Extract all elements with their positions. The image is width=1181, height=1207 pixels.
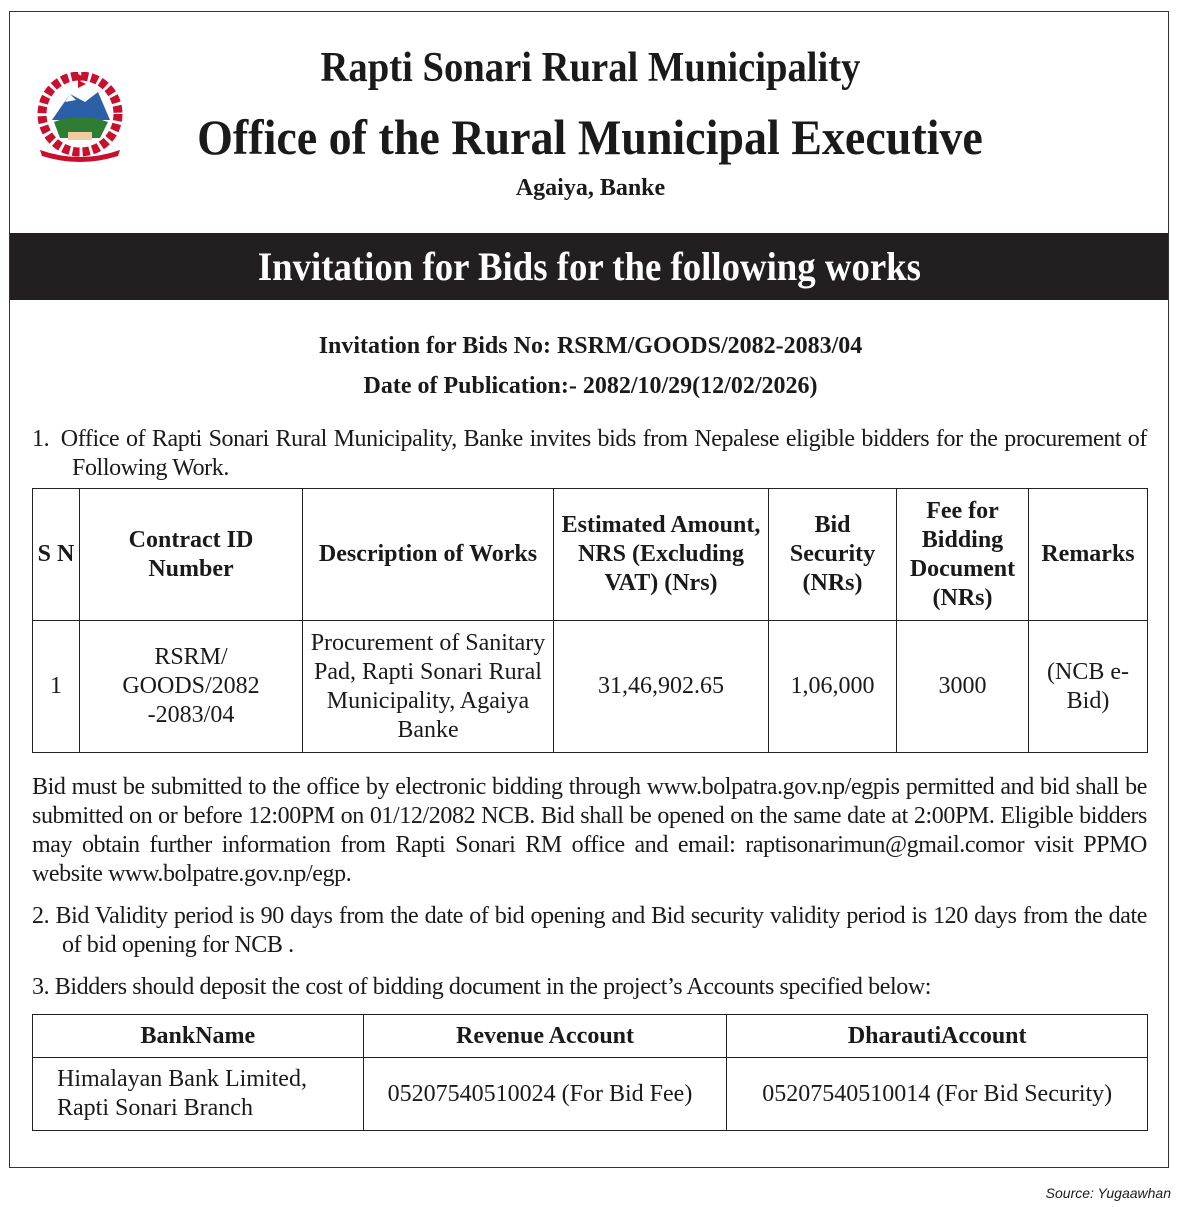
cell-remarks: (NCB e-Bid) [1029, 621, 1148, 753]
col-sn: S N [33, 489, 80, 621]
cell-bid-security: 1,06,000 [769, 621, 897, 753]
cell-sn: 1 [33, 621, 80, 753]
para-3: 3. Bidders should deposit the cost of bidding document in the project’s Accounts specified below: [32, 974, 932, 1000]
col-bid-security: Bid Security (NRs) [769, 489, 897, 621]
cell-fee: 3000 [897, 621, 1029, 753]
table-row [33, 621, 1148, 753]
bank-header-row [33, 1015, 1148, 1058]
cell-bank-name: Himalayan Bank Limited, Rapti Sonari Branch [33, 1058, 364, 1131]
col-dharauti-account: DharautiAccount [727, 1015, 1148, 1058]
works-header-row [33, 489, 1148, 621]
col-remarks: Remarks [1029, 489, 1148, 621]
para-1: 1. Office of Rapti Sonari Rural Municipality, Banke invites bids from Nepalese eligible bidders for the procurement of Following Work. [32, 426, 1147, 481]
works-table [32, 488, 1148, 753]
col-estimated-amount: Estimated Amount, NRS (Excluding VAT) (Nrs) [554, 489, 769, 621]
office-title: Office of the Rural Municipal Executive [197, 109, 983, 165]
bank-table [32, 1014, 1148, 1131]
publication-date: Date of Publication:- 2082/10/29(12/02/2026) [363, 373, 818, 399]
cell-revenue-account: 05207540510024 (For Bid Fee) [363, 1058, 727, 1131]
cell-description: Procurement of Sanitary Pad, Rapti Sonari Rural Municipality, Agaiya Banke [303, 621, 554, 753]
banner [10, 233, 1168, 300]
cell-estimated-amount: 31,46,902.65 [554, 621, 769, 753]
para-2: 2. Bid Validity period is 90 days from the date of bid opening and Bid security validity period is 120 days from the date of bid opening for NCB . [32, 903, 1147, 958]
col-description: Description of Works [303, 489, 554, 621]
table-row [33, 1058, 1148, 1131]
bid-submission-paragraph: Bid must be submitted to the office by electronic bidding through www.bolpatra.gov.np/egpis permitted and bid shall be submitted on or before 12:00PM on 01/12/2082 NCB. Bid shall be opened on the same date at 2:00PM. Eligible bidders may obtain further information from Rapti Sonari RM office and email: raptisonarimun@gmail.comor visit PPMO website www.bolpatre.gov.np/egp. [32, 774, 1147, 887]
col-revenue-account: Revenue Account [363, 1015, 727, 1058]
ifb-number: Invitation for Bids No: RSRM/GOODS/2082-2083/04 [318, 333, 863, 359]
cell-contract-id: RSRM/ GOODS/2082 -2083/04 [80, 621, 303, 753]
col-fee: Fee for Bidding Document (NRs) [897, 489, 1029, 621]
col-contract-id: Contract ID Number [80, 489, 303, 621]
banner-text: Invitation for Bids for the following works [257, 244, 921, 289]
municipality-title: Rapti Sonari Rural Municipality [320, 45, 861, 91]
address: Agaiya, Banke [515, 175, 666, 201]
cell-dharauti-account: 05207540510014 (For Bid Security) [727, 1058, 1148, 1131]
source-credit: Source: Yugaawhan [1045, 1185, 1171, 1201]
col-bank-name: BankName [33, 1015, 364, 1058]
